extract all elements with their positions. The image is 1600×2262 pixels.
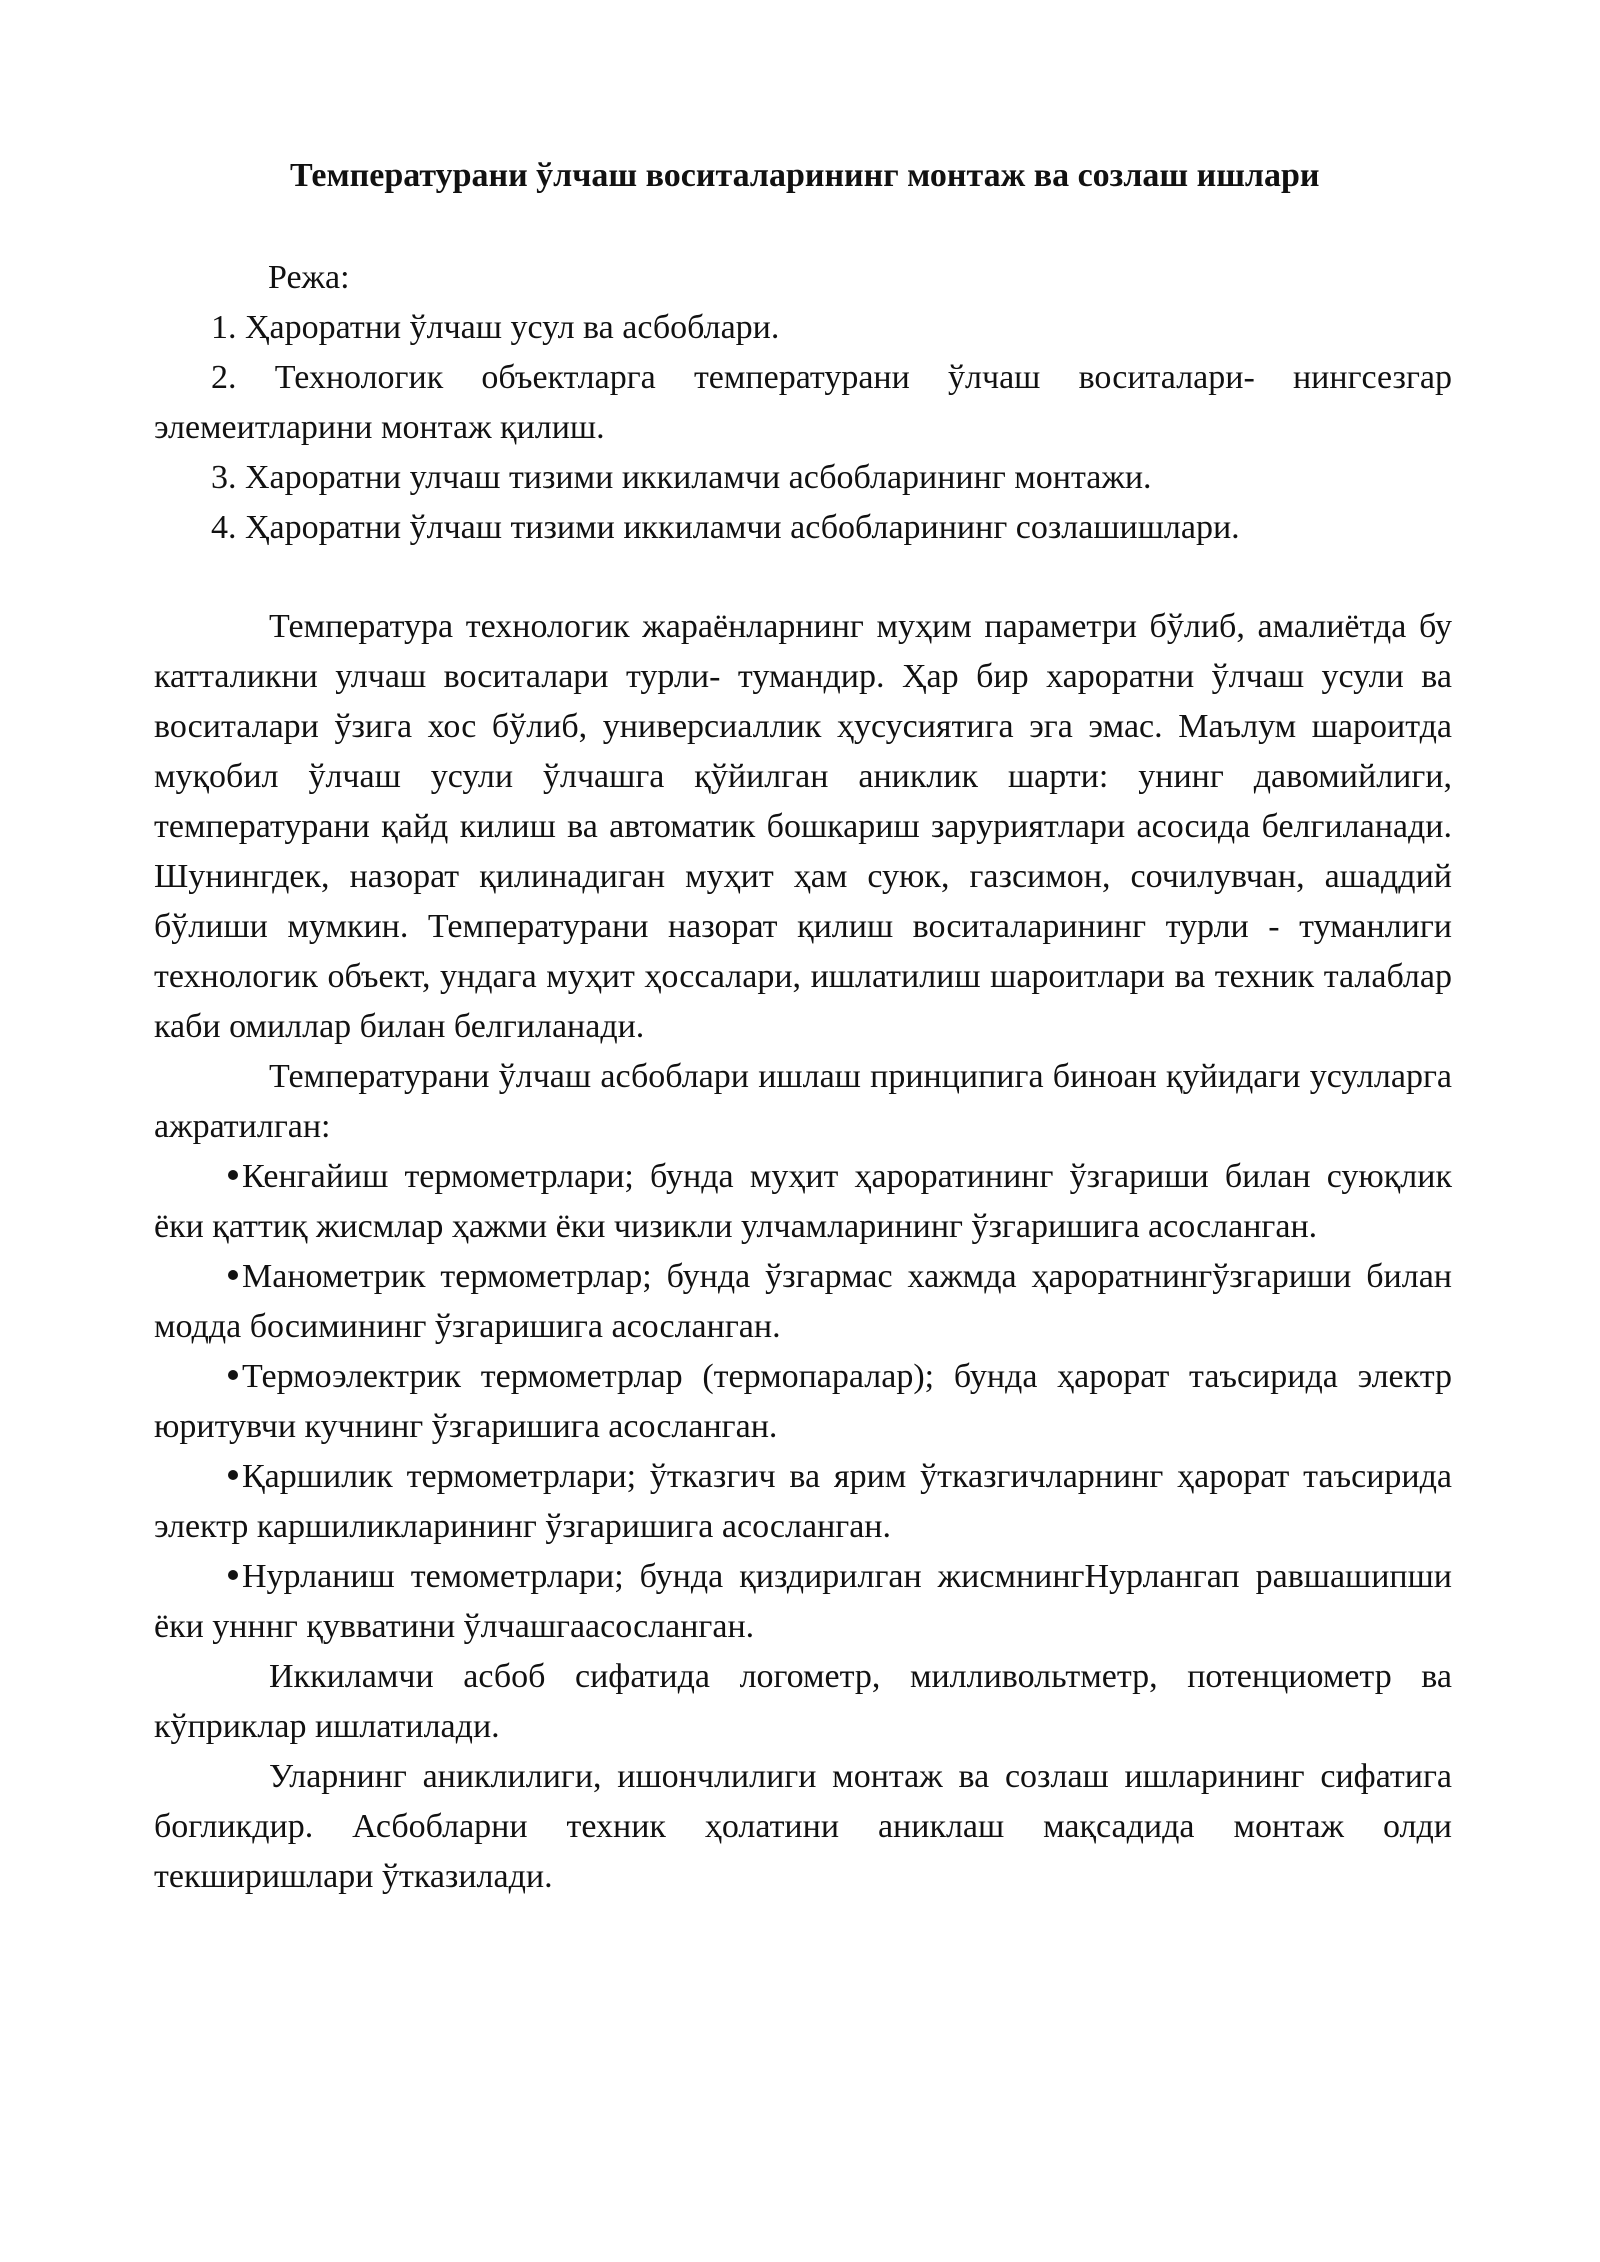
bullet-item-2 [154,1252,1452,1352]
bullet-item-5 [154,1552,1452,1652]
plan-item-3: 3. Хароратни улчаш тизими иккиламчи асбобларининг монтажи. [211,459,1152,496]
plan-item-4: 4. Ҳароратни ўлчаш тизими иккиламчи асбобларининг созлашишлари. [211,509,1240,546]
bullet-dot-icon [228,1470,238,1480]
paragraph-1: Температура технологик жараёнларнинг муҳим параметри бўлиб, амалиётда бу катталикни улчаш воситалари турли- тумандир. Ҳар бир хароратни ўлчаш усули ва воситалари ўзига хос бўлиб, универсиаллик ҳусусиятига эга эмас. Маълум шароитда муқобил ўлчаш усули ўлчашга қўйилган аниклик шарти: унинг давомийлиги, температурани қайд килиш ва автоматик бошкариш заруриятлари асосида белгиланади. Шунингдек, назорат қилинадиган муҳит ҳам суюк, газсимон, сочилувчан, ашаддий бўлиши мумкин. Температурани назорат қилиш воситаларининг турли - туманлиги технологик объект, ундага муҳит ҳоссалари, ишлатилиш шароитлари ва техник талаблар каби омиллар билан белгиланади. [154,608,1452,1045]
document-title: Температурани ўлчаш воситаларининг монтаж ва созлаш ишлари [290,157,1320,194]
bullet-item-4 [154,1452,1452,1552]
paragraph-3: Иккиламчи асбоб сифатида логометр, милливольтметр, потенциометр ва кўприклар ишлатилади. [154,1658,1452,1745]
plan-item-1: 1. Ҳароратни ўлчаш усул ва асбоблари. [211,309,780,346]
bullet-dot-icon [228,1270,238,1280]
bullet-dot-icon [228,1170,238,1180]
bullet-text-5: Нурланиш темометрлари; бунда қиздирилган жисмнингНурлангап равшашипши ёки унннг қувватини ўлчашгаасосланган. [154,1558,1452,1645]
bullet-item-1 [154,1152,1452,1252]
main-text [154,602,1452,1902]
bullet-dot-icon [228,1570,238,1580]
bullet-text-4: Қаршилик термометрлари; ўтказгич ва ярим ўтказгичларнинг ҳарорат таъсирида электр каршиликларининг ўзгаришига асосланган. [154,1458,1452,1545]
bullet-text-2: Манометрик термометрлар; бунда ўзгармас хажмда ҳароратнингўзгариши билан модда босимининг ўзгаришига асосланган. [154,1258,1452,1345]
plan-item-2-continued: элемеитларини монтаж қилиш. [154,409,605,446]
plan-list [154,303,1452,553]
plan-label: Режа: [268,259,350,296]
bullet-dot-icon [228,1370,238,1380]
bullet-text-3: Термоэлектрик термометрлар (термопаралар); бунда ҳарорат таъсирида электр юритувчи кучнинг ўзгаришига асосланган. [154,1358,1452,1445]
bullet-text-1: Кенгайиш термометрлари; бунда муҳит ҳароратининг ўзгариши билан суюқлик ёки қаттиқ жисмлар ҳажми ёки чизикли улчамларининг ўзгаришига асосланган. [154,1158,1452,1245]
bullet-item-3 [154,1352,1452,1452]
paragraph-4: Уларнинг аниклилиги, ишончлилиги монтаж ва созлаш ишларининг сифатига богликдир. Асбобларни техник ҳолатини аниклаш мақсадида монтаж олди текширишлари ўтказилади. [154,1758,1452,1895]
plan-item-2: 2. Технологик объектларга температурани ўлчаш воситалари- нингсезгар [211,359,1452,396]
paragraph-2: Температурани ўлчаш асбоблари ишлаш принципига биноан қуйидаги усулларга ажратилган: [154,1058,1452,1145]
